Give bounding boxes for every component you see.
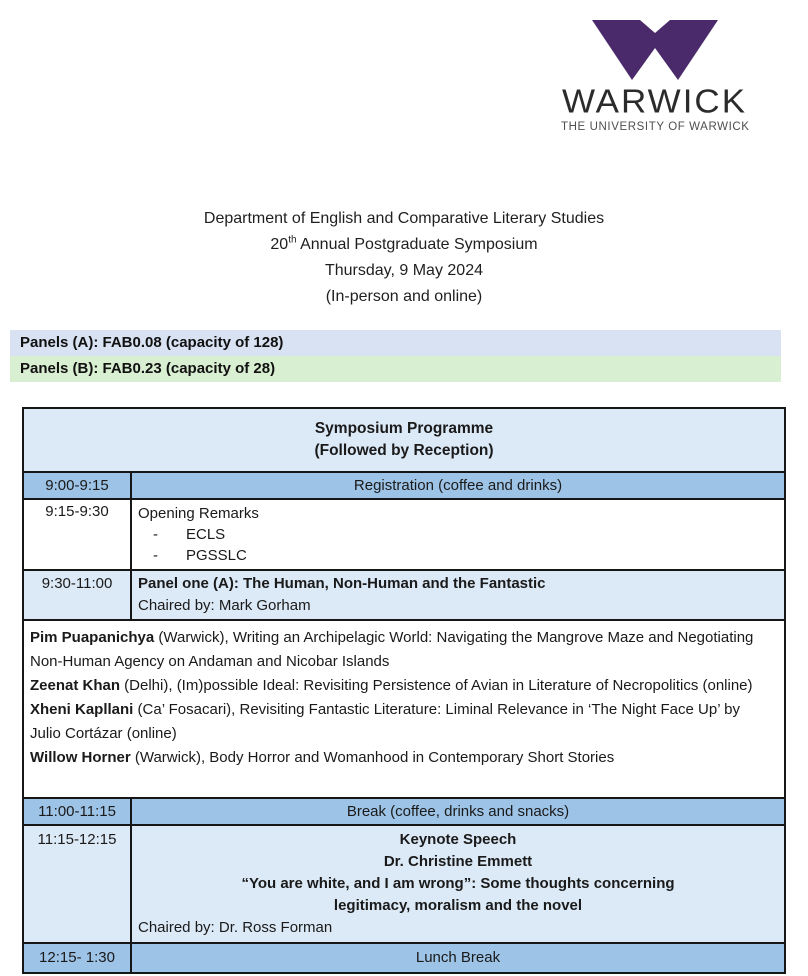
presenters-list xyxy=(24,621,784,797)
keynote-line: legitimacy, moralism and the novel xyxy=(333,897,583,914)
presenter-paper: (Warwick), Writing an Archipelagic World: Navigating the Mangrove Maze and Negotiating Non-Human Agency on Andaman and Nicobar Islands xyxy=(30,629,754,670)
presenter-entry xyxy=(30,674,772,698)
table-row-opening-remarks xyxy=(24,500,784,571)
time-cell: 9:30-11:00 xyxy=(24,571,132,619)
heading-department: Department of English and Comparative Literary Studies xyxy=(203,210,605,227)
event-label: Lunch Break xyxy=(415,949,501,966)
bullet-item xyxy=(138,545,784,566)
presenter-entry xyxy=(30,746,772,770)
presenter-name: Pim Puapanichya xyxy=(30,629,155,646)
panels-b-bar: Panels (B): FAB0.23 (capacity of 28) xyxy=(10,356,781,382)
logo-tagline: THE UNIVERSITY OF WARWICK xyxy=(561,121,750,133)
time-cell: 11:00-11:15 xyxy=(24,799,132,824)
presenter-entry xyxy=(30,698,772,746)
warwick-w-icon xyxy=(592,20,718,80)
table-row-break xyxy=(24,799,784,826)
table-title-line1: Symposium Programme xyxy=(314,420,494,437)
logo-wordmark: WARWICK xyxy=(561,82,748,121)
presenter-entry xyxy=(30,626,772,674)
bullet-marker: - xyxy=(153,526,158,543)
presenter-paper: (Ca’ Fosacari), Revisiting Fantastic Literature: Liminal Relevance in ‘The Night Face Up’ by Julio Cortázar (online) xyxy=(30,701,740,742)
programme-table xyxy=(22,407,786,974)
panels-a-bar: Panels (A): FAB0.08 (capacity of 128) xyxy=(10,330,781,356)
event-detail xyxy=(132,571,784,619)
warwick-logo xyxy=(561,14,748,134)
panel-chair: Chaired by: Mark Gorham xyxy=(138,597,311,614)
heading-date: Thursday, 9 May 2024 xyxy=(324,262,483,279)
table-title-row xyxy=(24,409,784,473)
presenter-paper: (Warwick), Body Horror and Womanhood in Contemporary Short Stories xyxy=(130,749,615,766)
time-cell: 9:15-9:30 xyxy=(24,500,132,569)
table-title-line2: (Followed by Reception) xyxy=(314,442,494,459)
time-cell: 12:15- 1:30 xyxy=(24,944,132,972)
keynote-line: Keynote Speech xyxy=(399,831,517,848)
bullet-marker: - xyxy=(153,547,158,564)
keynote-line: Dr. Christine Emmett xyxy=(383,853,533,870)
ordinal-suffix: th xyxy=(288,234,297,246)
bullet-label: ECLS xyxy=(186,526,226,543)
event-label: Break (coffee, drinks and snacks) xyxy=(346,803,570,820)
time-cell: 11:15-12:15 xyxy=(24,826,132,942)
presenter-name: Xheni Kapllani xyxy=(30,701,134,718)
table-row-panel-one xyxy=(24,571,784,621)
heading-mode: (In-person and online) xyxy=(325,288,483,305)
table-row-presenters xyxy=(24,621,784,799)
presenter-name: Willow Horner xyxy=(30,749,131,766)
event-label: Registration (coffee and drinks) xyxy=(353,477,563,494)
table-row-keynote xyxy=(24,826,784,944)
heading-symposium: 20th Annual Postgraduate Symposium xyxy=(270,234,538,253)
time-cell: 9:00-9:15 xyxy=(24,473,132,498)
opening-remarks-label: Opening Remarks xyxy=(138,505,259,522)
event-detail xyxy=(132,500,784,569)
presenter-name: Zeenat Khan xyxy=(30,677,121,694)
keynote-line: “You are white, and I am wrong”: Some thoughts concerning xyxy=(241,875,675,892)
bullet-label: PGSSLC xyxy=(186,547,247,564)
room-info xyxy=(10,330,781,382)
table-row-lunch xyxy=(24,944,784,972)
keynote-chair: Chaired by: Dr. Ross Forman xyxy=(138,919,333,936)
presenter-paper: (Delhi), (Im)possible Ideal: Revisiting Persistence of Avian in Literature of Necropolitics (online) xyxy=(120,677,753,694)
event-detail xyxy=(132,826,784,942)
panel-title: Panel one (A): The Human, Non-Human and the Fantastic xyxy=(138,575,546,592)
table-row-registration xyxy=(24,473,784,500)
bullet-item xyxy=(138,524,784,545)
